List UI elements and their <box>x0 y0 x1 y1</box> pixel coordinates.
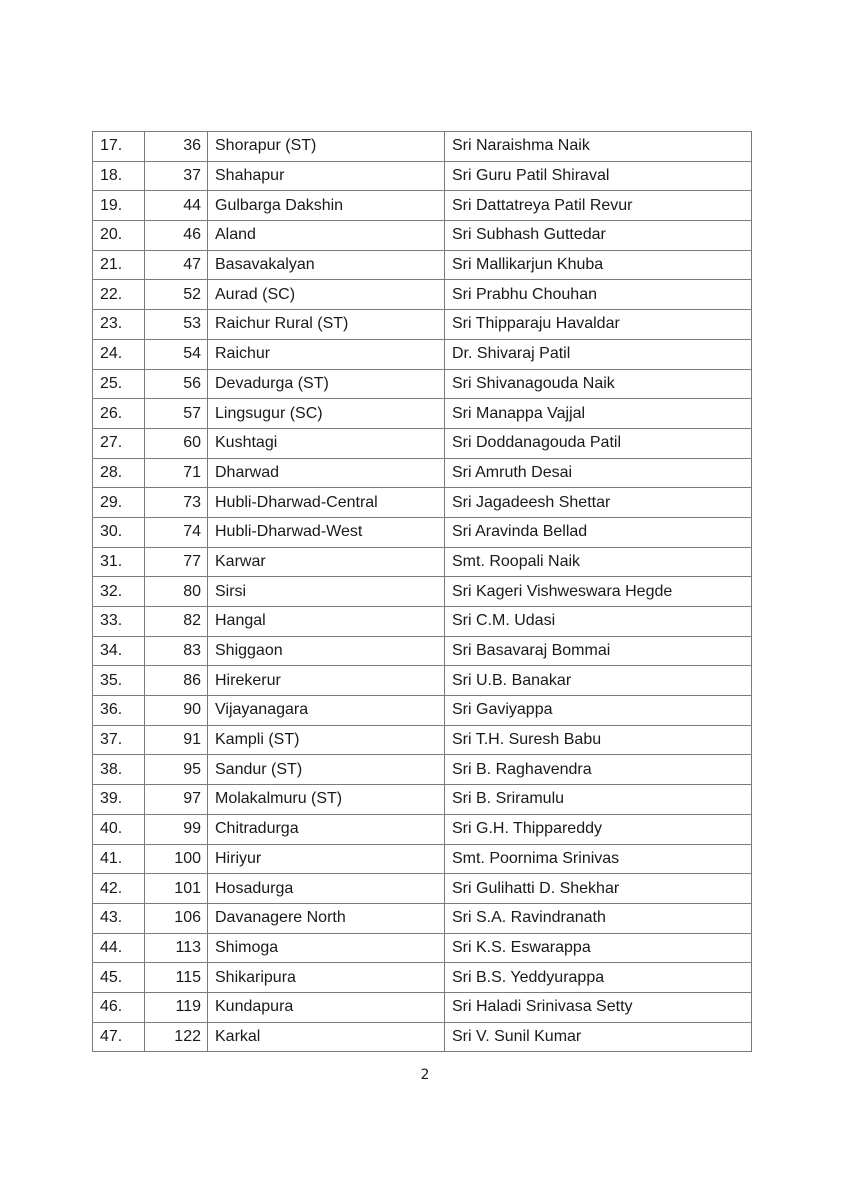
candidate-name-cell: Sri Guru Patil Shiraval <box>445 161 752 191</box>
candidate-name-cell: Dr. Shivaraj Patil <box>445 339 752 369</box>
table-row <box>93 280 752 310</box>
constituency-name-cell: Shahapur <box>208 161 445 191</box>
table-row <box>93 339 752 369</box>
constituency-name-cell: Davanagere North <box>208 903 445 933</box>
serial-number-cell: 30. <box>93 517 145 547</box>
constituency-name-cell: Raichur Rural (ST) <box>208 310 445 340</box>
constituency-name-cell: Karwar <box>208 547 445 577</box>
constituency-number-cell: 37 <box>145 161 208 191</box>
serial-number-cell: 36. <box>93 696 145 726</box>
table-row <box>93 488 752 518</box>
constituency-number-cell: 53 <box>145 310 208 340</box>
candidate-name-cell: Sri B. Sriramulu <box>445 785 752 815</box>
constituency-number-cell: 36 <box>145 132 208 162</box>
constituency-name-cell: Dharwad <box>208 458 445 488</box>
serial-number-cell: 46. <box>93 992 145 1022</box>
serial-number-cell: 32. <box>93 577 145 607</box>
table-row <box>93 903 752 933</box>
constituency-number-cell: 86 <box>145 666 208 696</box>
candidate-name-cell: Sri Prabhu Chouhan <box>445 280 752 310</box>
constituency-name-cell: Hubli-Dharwad-West <box>208 517 445 547</box>
table-row <box>93 369 752 399</box>
constituency-name-cell: Raichur <box>208 339 445 369</box>
constituency-number-cell: 77 <box>145 547 208 577</box>
constituency-name-cell: Basavakalyan <box>208 250 445 280</box>
candidate-name-cell: Sri C.M. Udasi <box>445 607 752 637</box>
candidate-name-cell: Sri Jagadeesh Shettar <box>445 488 752 518</box>
serial-number-cell: 21. <box>93 250 145 280</box>
constituency-number-cell: 91 <box>145 725 208 755</box>
serial-number-cell: 27. <box>93 428 145 458</box>
constituency-number-cell: 83 <box>145 636 208 666</box>
candidate-name-cell: Sri K.S. Eswarappa <box>445 933 752 963</box>
constituency-number-cell: 60 <box>145 428 208 458</box>
serial-number-cell: 38. <box>93 755 145 785</box>
candidate-name-cell: Sri Mallikarjun Khuba <box>445 250 752 280</box>
candidate-name-cell: Sri Haladi Srinivasa Setty <box>445 992 752 1022</box>
constituency-name-cell: Gulbarga Dakshin <box>208 191 445 221</box>
candidate-name-cell: Smt. Roopali Naik <box>445 547 752 577</box>
serial-number-cell: 17. <box>93 132 145 162</box>
candidate-name-cell: Sri Thipparaju Havaldar <box>445 310 752 340</box>
constituency-number-cell: 100 <box>145 844 208 874</box>
candidate-table <box>92 131 752 1052</box>
table-row <box>93 577 752 607</box>
table-row <box>93 517 752 547</box>
constituency-name-cell: Kampli (ST) <box>208 725 445 755</box>
constituency-number-cell: 113 <box>145 933 208 963</box>
table-row <box>93 963 752 993</box>
serial-number-cell: 22. <box>93 280 145 310</box>
constituency-number-cell: 74 <box>145 517 208 547</box>
candidate-name-cell: Sri Gaviyappa <box>445 696 752 726</box>
candidate-name-cell: Sri Kageri Vishweswara Hegde <box>445 577 752 607</box>
table-row <box>93 696 752 726</box>
candidate-name-cell: Sri Dattatreya Patil Revur <box>445 191 752 221</box>
serial-number-cell: 20. <box>93 221 145 251</box>
table-row <box>93 933 752 963</box>
table-row <box>93 814 752 844</box>
constituency-number-cell: 97 <box>145 785 208 815</box>
constituency-number-cell: 57 <box>145 399 208 429</box>
constituency-name-cell: Sirsi <box>208 577 445 607</box>
constituency-name-cell: Aurad (SC) <box>208 280 445 310</box>
table-row <box>93 725 752 755</box>
table-row <box>93 785 752 815</box>
constituency-name-cell: Chitradurga <box>208 814 445 844</box>
candidate-name-cell: Sri S.A. Ravindranath <box>445 903 752 933</box>
serial-number-cell: 37. <box>93 725 145 755</box>
constituency-name-cell: Hosadurga <box>208 874 445 904</box>
constituency-number-cell: 71 <box>145 458 208 488</box>
serial-number-cell: 39. <box>93 785 145 815</box>
table-row <box>93 428 752 458</box>
serial-number-cell: 35. <box>93 666 145 696</box>
constituency-name-cell: Hirekerur <box>208 666 445 696</box>
constituency-name-cell: Kundapura <box>208 992 445 1022</box>
constituency-name-cell: Shorapur (ST) <box>208 132 445 162</box>
constituency-name-cell: Hangal <box>208 607 445 637</box>
constituency-number-cell: 95 <box>145 755 208 785</box>
candidate-name-cell: Sri Naraishma Naik <box>445 132 752 162</box>
constituency-number-cell: 80 <box>145 577 208 607</box>
table-row <box>93 666 752 696</box>
constituency-name-cell: Sandur (ST) <box>208 755 445 785</box>
serial-number-cell: 41. <box>93 844 145 874</box>
constituency-name-cell: Shiggaon <box>208 636 445 666</box>
constituency-name-cell: Molakalmuru (ST) <box>208 785 445 815</box>
table-row <box>93 547 752 577</box>
serial-number-cell: 43. <box>93 903 145 933</box>
constituency-name-cell: Lingsugur (SC) <box>208 399 445 429</box>
table-row <box>93 399 752 429</box>
serial-number-cell: 47. <box>93 1022 145 1052</box>
table-row <box>93 755 752 785</box>
table-row <box>93 191 752 221</box>
constituency-number-cell: 44 <box>145 191 208 221</box>
serial-number-cell: 19. <box>93 191 145 221</box>
constituency-name-cell: Shikaripura <box>208 963 445 993</box>
serial-number-cell: 24. <box>93 339 145 369</box>
candidate-name-cell: Sri Amruth Desai <box>445 458 752 488</box>
table-row <box>93 636 752 666</box>
constituency-number-cell: 122 <box>145 1022 208 1052</box>
table-row <box>93 250 752 280</box>
candidate-name-cell: Sri Subhash Guttedar <box>445 221 752 251</box>
table-row <box>93 310 752 340</box>
candidate-name-cell: Sri Doddanagouda Patil <box>445 428 752 458</box>
candidate-table-body <box>93 132 752 1052</box>
candidate-name-cell: Sri Manappa Vajjal <box>445 399 752 429</box>
table-row <box>93 132 752 162</box>
table-row <box>93 992 752 1022</box>
constituency-number-cell: 101 <box>145 874 208 904</box>
table-row <box>93 221 752 251</box>
table-row <box>93 161 752 191</box>
candidate-name-cell: Sri Aravinda Bellad <box>445 517 752 547</box>
candidate-name-cell: Sri B.S. Yeddyurappa <box>445 963 752 993</box>
table-row <box>93 844 752 874</box>
constituency-name-cell: Shimoga <box>208 933 445 963</box>
constituency-number-cell: 115 <box>145 963 208 993</box>
table-row <box>93 874 752 904</box>
serial-number-cell: 28. <box>93 458 145 488</box>
constituency-name-cell: Karkal <box>208 1022 445 1052</box>
constituency-number-cell: 56 <box>145 369 208 399</box>
serial-number-cell: 29. <box>93 488 145 518</box>
candidate-name-cell: Sri U.B. Banakar <box>445 666 752 696</box>
constituency-name-cell: Aland <box>208 221 445 251</box>
serial-number-cell: 40. <box>93 814 145 844</box>
serial-number-cell: 44. <box>93 933 145 963</box>
table-row <box>93 1022 752 1052</box>
constituency-name-cell: Devadurga (ST) <box>208 369 445 399</box>
table-row <box>93 607 752 637</box>
serial-number-cell: 26. <box>93 399 145 429</box>
candidate-name-cell: Sri T.H. Suresh Babu <box>445 725 752 755</box>
constituency-number-cell: 46 <box>145 221 208 251</box>
candidate-name-cell: Sri Basavaraj Bommai <box>445 636 752 666</box>
candidate-name-cell: Sri Gulihatti D. Shekhar <box>445 874 752 904</box>
candidate-name-cell: Sri Shivanagouda Naik <box>445 369 752 399</box>
constituency-number-cell: 119 <box>145 992 208 1022</box>
constituency-number-cell: 52 <box>145 280 208 310</box>
candidate-name-cell: Smt. Poornima Srinivas <box>445 844 752 874</box>
constituency-number-cell: 73 <box>145 488 208 518</box>
page-number: 2 <box>420 1067 430 1083</box>
serial-number-cell: 45. <box>93 963 145 993</box>
candidate-name-cell: Sri B. Raghavendra <box>445 755 752 785</box>
constituency-name-cell: Hubli-Dharwad-Central <box>208 488 445 518</box>
constituency-number-cell: 99 <box>145 814 208 844</box>
serial-number-cell: 18. <box>93 161 145 191</box>
constituency-number-cell: 47 <box>145 250 208 280</box>
serial-number-cell: 31. <box>93 547 145 577</box>
serial-number-cell: 34. <box>93 636 145 666</box>
constituency-number-cell: 106 <box>145 903 208 933</box>
constituency-name-cell: Hiriyur <box>208 844 445 874</box>
serial-number-cell: 42. <box>93 874 145 904</box>
serial-number-cell: 25. <box>93 369 145 399</box>
candidate-name-cell: Sri V. Sunil Kumar <box>445 1022 752 1052</box>
serial-number-cell: 23. <box>93 310 145 340</box>
table-row <box>93 458 752 488</box>
constituency-name-cell: Vijayanagara <box>208 696 445 726</box>
constituency-number-cell: 82 <box>145 607 208 637</box>
serial-number-cell: 33. <box>93 607 145 637</box>
constituency-number-cell: 54 <box>145 339 208 369</box>
constituency-number-cell: 90 <box>145 696 208 726</box>
candidate-name-cell: Sri G.H. Thippareddy <box>445 814 752 844</box>
constituency-name-cell: Kushtagi <box>208 428 445 458</box>
